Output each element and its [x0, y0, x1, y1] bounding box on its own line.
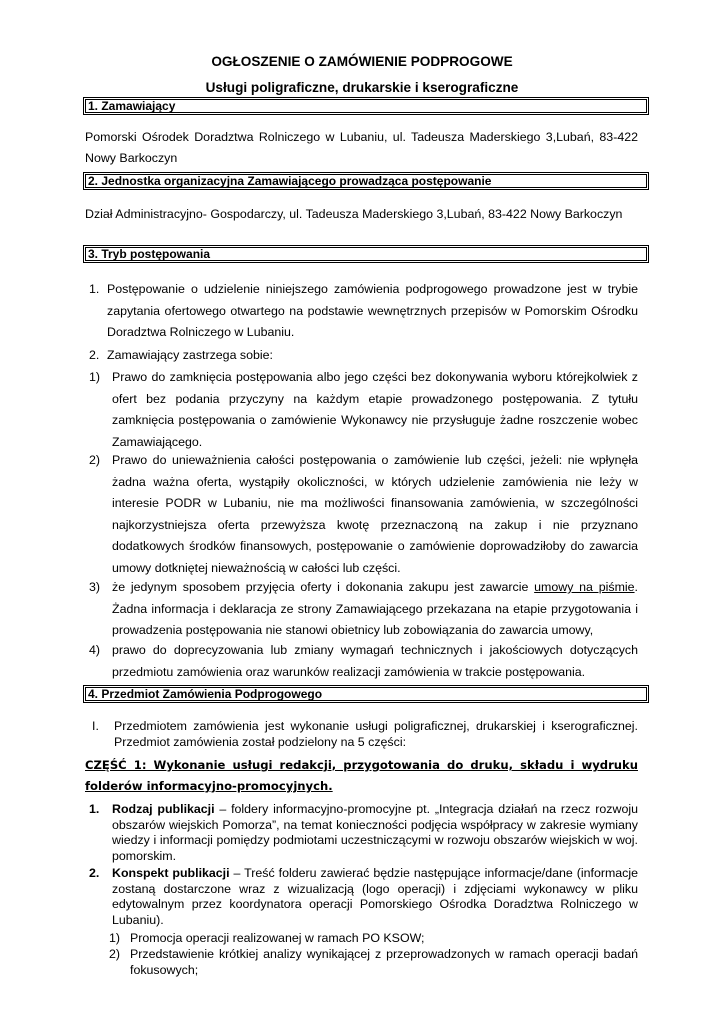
part-1-heading: CZĘŚĆ 1: Wykonanie usługi redakcji, przygotowania do druku, składu i wydruku folderów informacyjno-promocyjnych.: [85, 758, 638, 793]
section-2-text: Dział Administracyjno- Gospodarczy, ul. Tadeusza Maderskiego 3,Lubań, 83-422 Nowy Barkoczyn: [85, 207, 623, 221]
list-number: 4): [89, 643, 101, 657]
list-item: Prawo do unieważnienia całości postępowania o zamówienie lub części, jeżeli: nie wpłynęła żadna ważna oferta, wystąpiły okoliczności, w których udzielenie zamówienia nie leży w interesie PODR w Lubaniu, nie ma możliwości finansowania zamówienia, w szczególności najkorzystniejsza oferta przewyższa kwotę przeznaczoną na zakup i nie przyznano dodatkowych środków finansowych, postępowanie o zamówienie doprowadziłoby do zawarcia umowy dotkniętej nieważnością w całości lub części.: [112, 453, 638, 575]
list-item: Promocja operacji realizowanej w ramach PO KSOW;: [130, 931, 425, 945]
list-number: 2.: [89, 866, 100, 880]
list-number: 1): [89, 370, 101, 384]
list-item-text: – Treść folderu zawierać będzie następujące informacje/dane (informacje zostaną dostarczone wraz z wizualizacją (logo operacji) i zdjęciami wykonawcy w pliku edytowalnym przez koordynatora operacji Pomorskiego Ośrodka Doradztwa Rolniczego w Lubaniu).: [112, 866, 639, 927]
page-subtitle: Usługi poligraficzne, drukarskie i kserograficzne: [205, 80, 519, 95]
list-item: Postępowanie o udzielenie niniejszego zamówienia podprogowego prowadzone jest w trybie zapytania ofertowego otwartego na podstawie wewnętrznych przepisów w Pomorskim Ośrodku Doradztwa Rolniczego w Lubaniu.: [107, 282, 638, 339]
section-4-heading: 4. Przedmiot Zamówienia Podprogowego: [83, 685, 649, 703]
list-item: Zamawiający zastrzega sobie:: [107, 348, 273, 362]
list-item: [112, 577, 638, 642]
list-item: prawo do doprecyzowania lub zmiany wymagań technicznych i jakościowych dotyczących przedmiotu zamówienia oraz warunków realizacji zamówienia w trakcie postępowania.: [112, 643, 638, 679]
list-number: 1): [109, 931, 121, 945]
list-item: Przedstawienie krótkiej analizy wynikającej z przeprowadzonych w ramach operacji badań fokusowych;: [130, 947, 638, 977]
list-number: 3): [89, 580, 101, 594]
list-number: I.: [92, 719, 99, 733]
list-item: [112, 802, 638, 864]
list-number: 1.: [89, 802, 100, 816]
list-item-text: . Żadna informacja i deklaracja ze strony Zamawiającego przekazana na etapie przygotowania i prowadzenia postępowania nie stanowi obietnicy lub zobowiązania do zawarcia umowy,: [112, 580, 638, 637]
list-item-text: że jedynym sposobem przyjęcia oferty i dokonania zakupu jest zawarcie: [112, 580, 535, 594]
underlined-text: umowy na piśmie: [534, 580, 635, 594]
list-item-text: – foldery informacyjno-promocyjne pt. „Integracja działań na rzecz rozwoju obszarów wiejskich Pomorza”, na temat konieczności podjęcia współpracy w zakresie wymiany wiedzy i informacji pomiędzy podmiotami uczestniczącymi w rozwoju obszarów wiejskich w woj. pomorskim.: [112, 802, 638, 863]
section-2-heading: 2. Jednostka organizacyjna Zamawiającego prowadząca postępowanie: [83, 172, 649, 190]
section-1-text: Pomorski Ośrodek Doradztwa Rolniczego w Lubaniu, ul. Tadeusza Maderskiego 3,Lubań, 83-422 Nowy Barkoczyn: [85, 130, 638, 165]
list-number: 2): [89, 453, 101, 467]
list-item: Przedmiotem zamówienia jest wykonanie usługi poligraficznej, drukarskiej i kserograficznej. Przedmiot zamówienia został podzielony na 5 części:: [114, 719, 638, 749]
section-3-heading: 3. Tryb postępowania: [83, 245, 649, 263]
list-number: 1.: [89, 282, 100, 296]
page-title: OGŁOSZENIE O ZAMÓWIENIE PODPROGOWE: [211, 54, 513, 69]
list-number: 2.: [89, 348, 100, 362]
section-1-heading: 1. Zamawiający: [83, 97, 649, 115]
list-item: Prawo do zamknięcia postępowania albo jego części bez dokonywania wyboru którejkolwiek z ofert bez podania przyczyny na każdym etapie prowadzonego postępowania. Z tytułu zamknięcia postępowania o zamówienie Wykonawcy nie przysługuje żadne roszczenie wobec Zamawiającego.: [112, 370, 638, 449]
bold-label: Rodzaj publikacji: [112, 802, 215, 816]
list-item: [112, 866, 638, 928]
bold-label: Konspekt publikacji: [112, 866, 230, 880]
list-number: 2): [109, 947, 121, 961]
